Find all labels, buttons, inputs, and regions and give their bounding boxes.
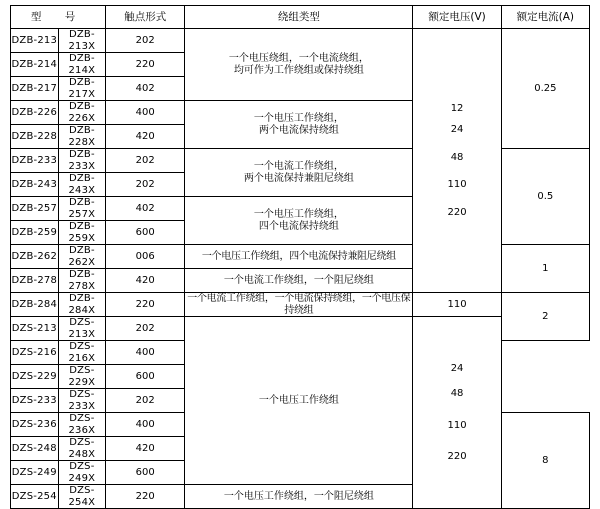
cell-model2: DZS-216X xyxy=(58,341,106,365)
winding-line-2: 均可作为工作绕组或保持绕组 xyxy=(233,64,364,76)
cell-contact: 420 xyxy=(106,269,185,293)
table-header-row xyxy=(11,6,590,29)
cell-model1: DZB-228 xyxy=(11,125,59,149)
cell-winding: 一个电压工作绕组，四个电流保持兼阻尼绕组 xyxy=(185,245,413,269)
cell-model1: DZB-214 xyxy=(11,53,59,77)
cell-winding: 一个电流工作绕组，一个阻尼绕组 xyxy=(185,269,413,293)
cell-contact: 202 xyxy=(106,317,185,341)
table-row xyxy=(11,149,590,173)
voltage-value: 24 xyxy=(450,124,464,136)
cell-contact: 202 xyxy=(106,389,185,413)
cell-contact: 220 xyxy=(106,53,185,77)
cell-current-group: 8 xyxy=(501,413,589,509)
cell-voltage: 110 xyxy=(413,293,501,317)
cell-model2: DZS-213X xyxy=(58,317,106,341)
winding-line-1: 一个电压工作绕组， xyxy=(253,113,344,124)
cell-contact: 420 xyxy=(106,437,185,461)
cell-current-group: 0.5 xyxy=(501,149,589,245)
cell-model2: DZB-284X xyxy=(58,293,106,317)
cell-winding: 一个电流工作绕组，一个电流保持绕组，一个电压保持绕组 xyxy=(185,293,413,317)
header-model: 型 号 xyxy=(11,6,106,29)
cell-contact: 600 xyxy=(106,365,185,389)
cell-contact: 400 xyxy=(106,101,185,125)
cell-model1: DZB-217 xyxy=(11,77,59,101)
cell-contact: 420 xyxy=(106,125,185,149)
cell-model1: DZB-257 xyxy=(11,197,59,221)
table-header xyxy=(11,6,590,29)
winding-line-1: 一个电压工作绕组， xyxy=(253,209,344,220)
voltage-value: 220 xyxy=(447,451,467,462)
cell-contact: 202 xyxy=(106,173,185,197)
cell-model2: DZB-214X xyxy=(58,53,106,77)
cell-model2: DZS-254X xyxy=(58,485,106,509)
cell-model2: DZB-257X xyxy=(58,197,106,221)
voltage-value: 110 xyxy=(447,179,467,191)
cell-contact: 402 xyxy=(106,77,185,101)
cell-model2: DZB-217X xyxy=(58,77,106,101)
cell-model1: DZB-213 xyxy=(11,29,59,53)
cell-contact: 400 xyxy=(106,413,185,437)
specification-table xyxy=(10,5,590,509)
cell-winding-group xyxy=(185,29,413,101)
winding-line-2: 两个电流保持兼阻尼绕组 xyxy=(243,172,354,184)
cell-model1: DZB-243 xyxy=(11,173,59,197)
voltage-value: 48 xyxy=(450,388,464,399)
cell-model2: DZS-249X xyxy=(58,461,106,485)
cell-current-group: 1 xyxy=(501,245,589,293)
cell-model2: DZB-262X xyxy=(58,245,106,269)
table-row xyxy=(11,245,590,269)
cell-model2: DZS-248X xyxy=(58,437,106,461)
voltage-value: 12 xyxy=(450,102,464,114)
cell-winding: 一个电压工作绕组，一个阻尼绕组 xyxy=(185,485,413,509)
winding-line-2: 两个电流保持绕组 xyxy=(258,124,339,136)
cell-contact: 400 xyxy=(106,341,185,365)
cell-model1: DZS-233 xyxy=(11,389,59,413)
cell-model1: DZS-248 xyxy=(11,437,59,461)
cell-contact: 600 xyxy=(106,221,185,245)
cell-model1: DZB-262 xyxy=(11,245,59,269)
voltage-value: 24 xyxy=(450,362,464,374)
cell-current-group: 0.25 xyxy=(501,29,589,149)
cell-model1: DZB-278 xyxy=(11,269,59,293)
cell-model1: DZS-213 xyxy=(11,317,59,341)
cell-voltage-group xyxy=(413,29,501,293)
cell-model1: DZS-229 xyxy=(11,365,59,389)
cell-model2: DZB-213X xyxy=(58,29,106,53)
table-row xyxy=(11,293,590,317)
cell-contact: 202 xyxy=(106,29,185,53)
voltage-value: 48 xyxy=(450,151,464,163)
cell-model1: DZS-216 xyxy=(11,341,59,365)
header-rated-current: 额定电流(A) xyxy=(501,6,589,29)
cell-contact: 220 xyxy=(106,485,185,509)
cell-model1: DZB-226 xyxy=(11,101,59,125)
voltage-value: 220 xyxy=(447,206,467,218)
cell-model1: DZB-233 xyxy=(11,149,59,173)
cell-model2: DZB-233X xyxy=(58,149,106,173)
cell-current-group: 2 xyxy=(501,293,589,341)
cell-model1: DZS-236 xyxy=(11,413,59,437)
cell-contact: 600 xyxy=(106,461,185,485)
cell-contact: 006 xyxy=(106,245,185,269)
cell-winding-group xyxy=(185,149,413,197)
cell-winding-group xyxy=(185,101,413,149)
table-row xyxy=(11,29,590,53)
cell-model2: DZB-228X xyxy=(58,125,106,149)
cell-model2: DZB-278X xyxy=(58,269,106,293)
cell-model2: DZS-236X xyxy=(58,413,106,437)
cell-model2: DZB-243X xyxy=(58,173,106,197)
header-rated-voltage: 额定电压(V) xyxy=(413,6,501,29)
table-body xyxy=(11,29,590,509)
cell-model1: DZB-284 xyxy=(11,293,59,317)
cell-winding-group: 一个电压工作绕组 xyxy=(185,317,413,485)
cell-model2: DZB-226X xyxy=(58,101,106,125)
cell-contact: 402 xyxy=(106,197,185,221)
cell-contact: 220 xyxy=(106,293,185,317)
cell-model2: DZS-233X xyxy=(58,389,106,413)
winding-line-1: 一个电流工作绕组， xyxy=(253,161,344,172)
cell-model2: DZB-259X xyxy=(58,221,106,245)
cell-model1: DZB-259 xyxy=(11,221,59,245)
cell-model1: DZS-254 xyxy=(11,485,59,509)
cell-model1: DZS-249 xyxy=(11,461,59,485)
winding-line-1: 一个电压绕组，一个电流绕组， xyxy=(228,53,369,64)
header-winding-type: 绕组类型 xyxy=(185,6,413,29)
voltage-value: 110 xyxy=(447,419,467,431)
header-contact-form: 触点形式 xyxy=(106,6,185,29)
winding-line-2: 四个电流保持绕组 xyxy=(258,220,339,232)
cell-voltage-group xyxy=(413,317,501,509)
cell-winding-group xyxy=(185,197,413,245)
cell-model2: DZS-229X xyxy=(58,365,106,389)
cell-contact: 202 xyxy=(106,149,185,173)
